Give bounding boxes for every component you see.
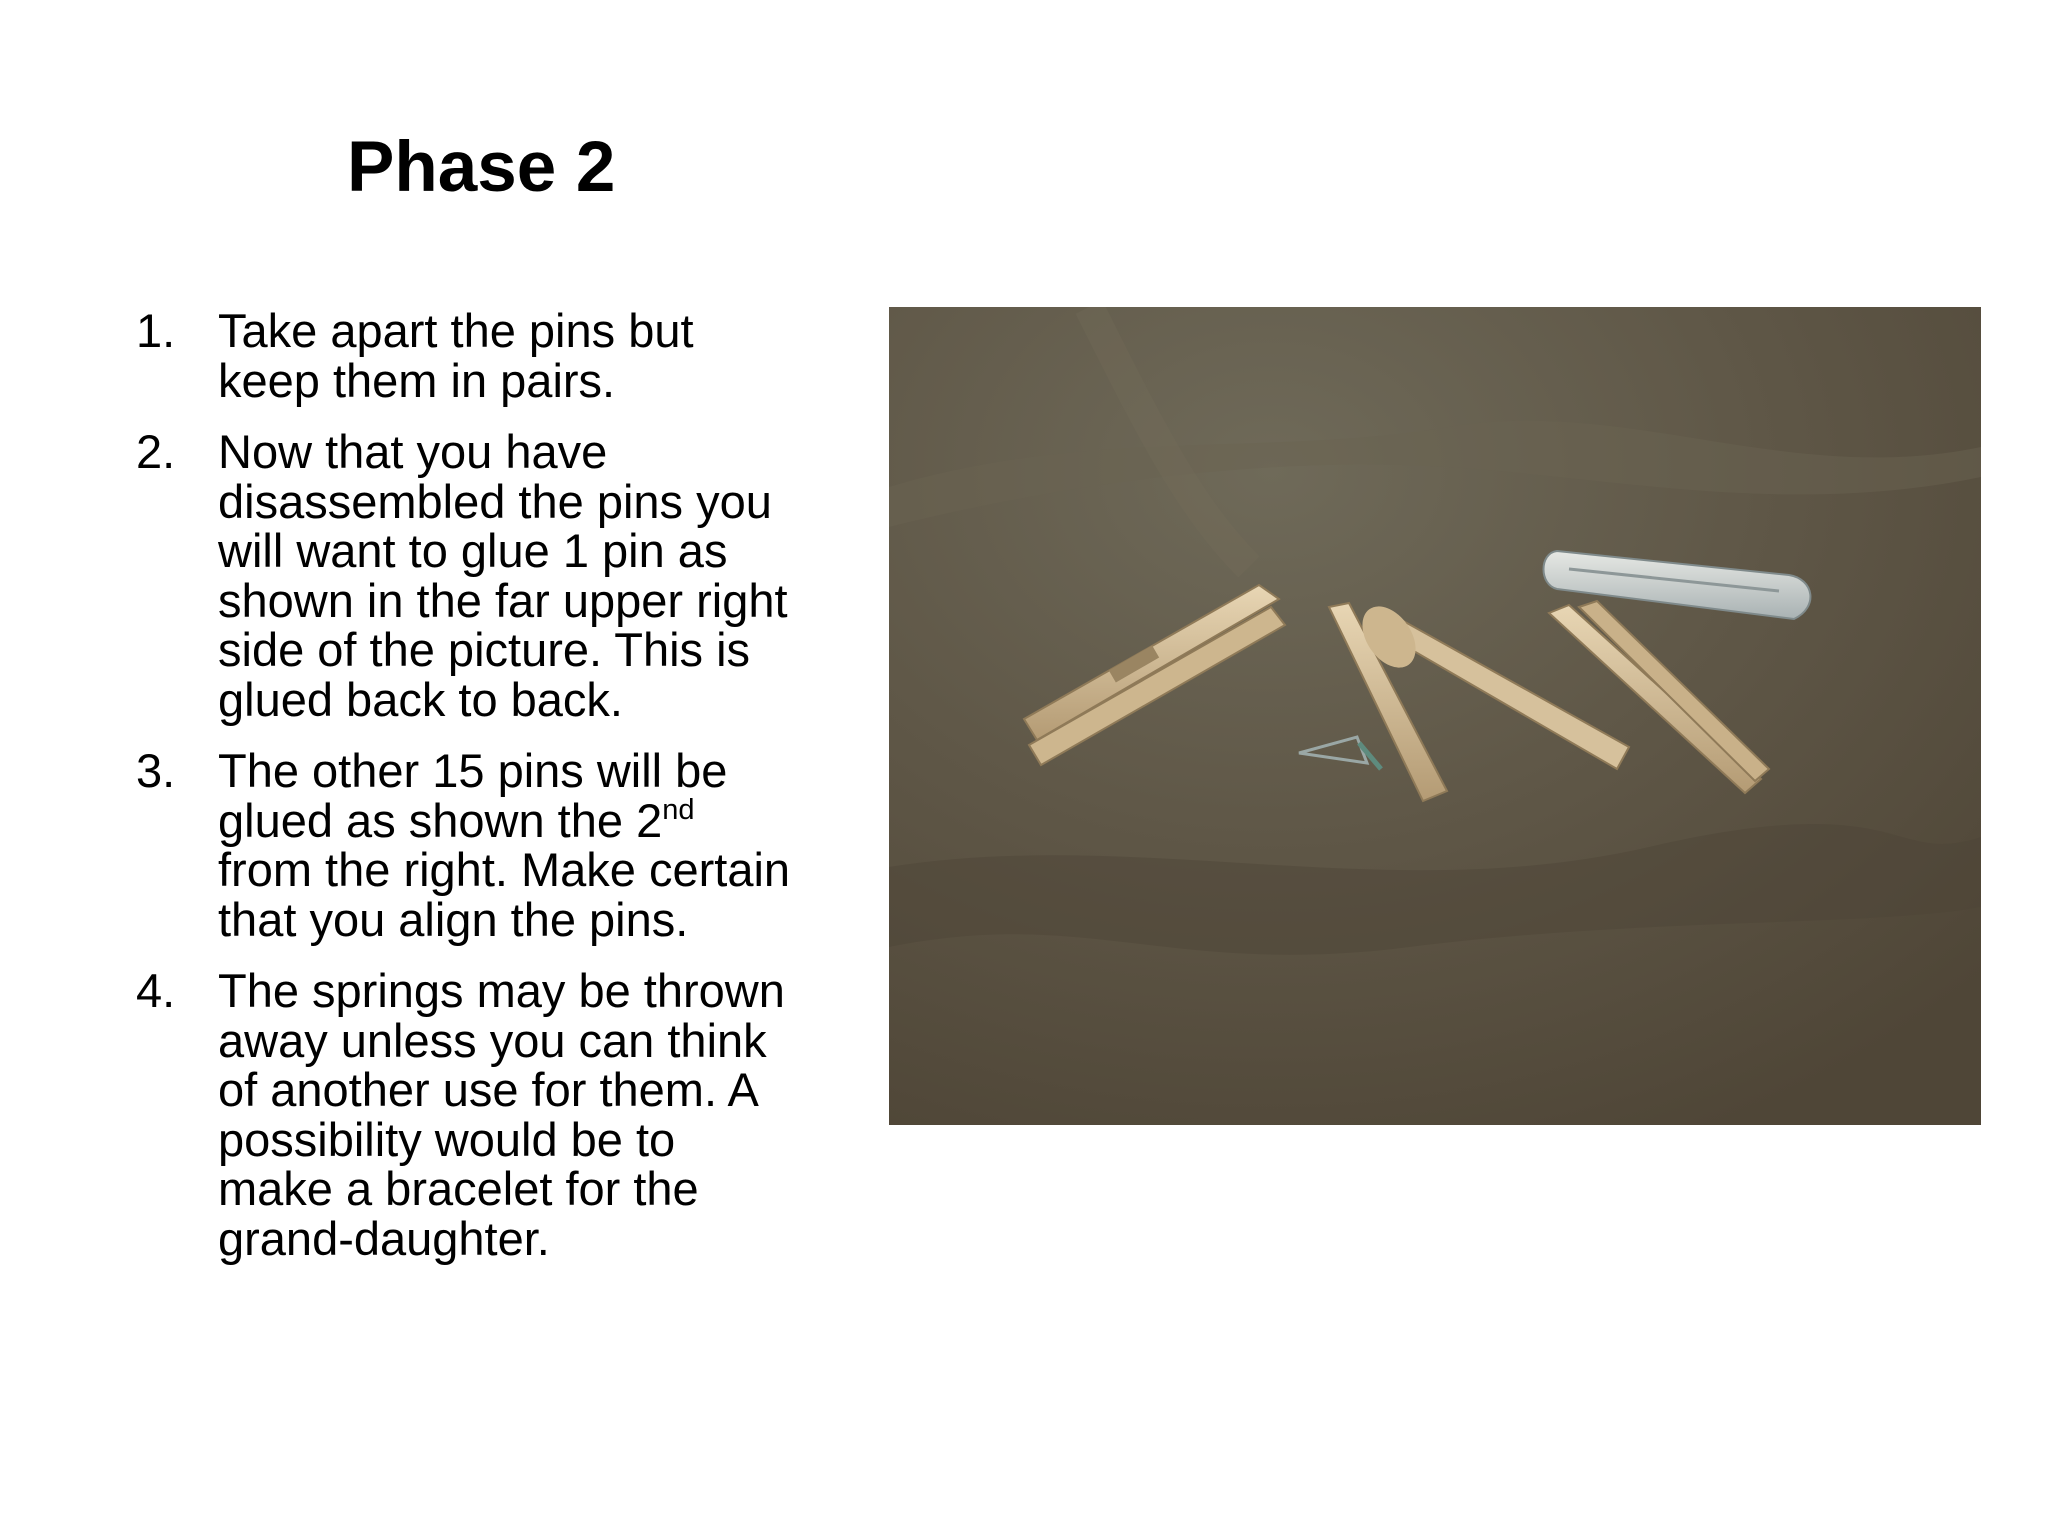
step-line: shown in the far upper right [218,573,788,627]
step-line: glued back to back. [218,672,623,726]
step-line: will want to glue 1 pin as [218,524,728,577]
photo-illustration [889,307,1981,1125]
step-number: 2. [136,425,176,478]
clothespins-photo [889,307,1981,1125]
step-number: 1. [136,304,176,357]
list-item [136,427,866,724]
step-number: 4. [136,964,176,1017]
step-line: The other 15 pins will be [218,744,728,797]
slide-title: Phase 2 [347,128,616,207]
instruction-list [136,306,866,1285]
step-line: Now that you have [218,425,608,478]
step-line: Take apart the pins but [218,304,694,357]
step-line [218,793,866,847]
list-item [136,966,866,1263]
step-line: keep them in pairs. [218,353,616,407]
step-line: disassembled the pins you [218,474,772,528]
step-number: 3. [136,744,176,797]
step-line: The springs may be thrown [218,964,785,1017]
step-line: side of the picture. This is [218,623,751,676]
list-item [136,306,866,405]
step-line: possibility would be to [218,1112,676,1166]
step-line-text: glued as shown the 2 [218,793,663,847]
step-line: from the right. Make certain [218,843,791,896]
list-item [136,746,866,944]
step-line: that you align the pins. [218,892,689,946]
step-line: grand-daughter. [218,1211,550,1265]
step-line: make a bracelet for the [218,1162,699,1215]
step-line: away unless you can think [218,1013,767,1067]
step-line: of another use for them. A [218,1063,759,1116]
ordinal-superscript: nd [662,793,695,826]
